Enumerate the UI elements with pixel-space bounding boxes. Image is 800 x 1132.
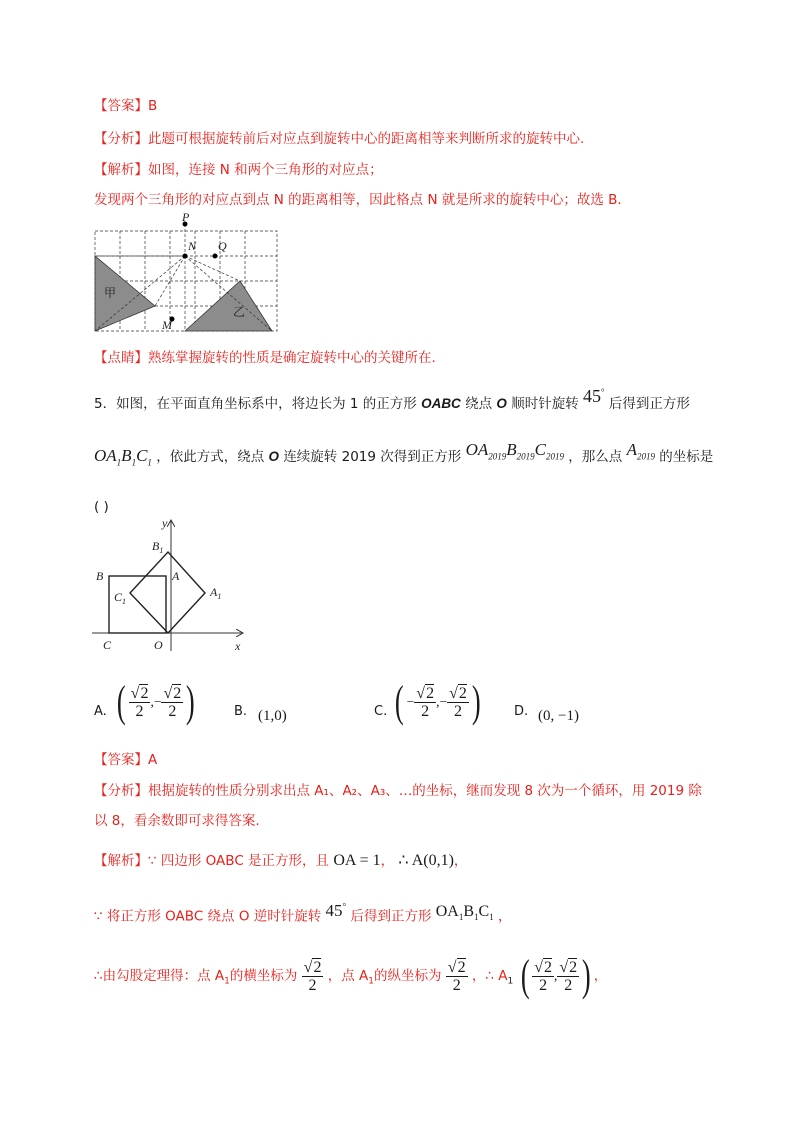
label-b1: $B_1$ xyxy=(152,539,164,555)
q5-coordinate-figure xyxy=(92,515,252,655)
q4-answer-line: 【答案】B xyxy=(94,98,158,114)
label-q: Q xyxy=(218,239,227,253)
q5-answer-blank: ( ) xyxy=(94,499,109,515)
square-oa1b1c1 xyxy=(130,552,205,633)
q4-solution-line: 【解析】如图，连接 N 和两个三角形的对应点； xyxy=(94,162,383,178)
q5-stem-line-2: $OA_1B_1C_1$ ，依此方式，绕点 O 连续旋转 2019 次得到正方形 $OA_{2019}B_{2019}C_{2019}$ ，那么点 $A_{2019}$ 的坐标是 xyxy=(94,440,714,468)
label-p: P xyxy=(182,210,190,224)
q4-solution-line-2: 发现两个三角形的对应点到点 N 的距离相等，因此格点 N 就是所求的旋转中心；故选 B. xyxy=(94,192,622,208)
point-n xyxy=(183,254,188,259)
q5-analysis-line-1: 【分析】根据旋转的性质分别求出点 A₁、A₂、A₃、…的坐标，继而发现 8 次为一个循环，用 2019 除 xyxy=(94,783,702,799)
label-b: B xyxy=(96,569,104,583)
label-n: N xyxy=(188,239,197,253)
q5-answer-line: 【答案】A xyxy=(94,752,158,768)
point-q xyxy=(213,254,218,259)
q4-grid-figure xyxy=(92,210,282,335)
q5-analysis-line-2: 以 8，看余数即可求得答案. xyxy=(94,813,260,829)
label-jia: 甲 xyxy=(104,286,117,300)
q5-stem-line-1: 5．如图，在平面直角坐标系中，将边长为 1 的正方形 OABC 绕点 O 顺时针旋转 45° 后得到正方形 xyxy=(94,386,690,412)
label-o: O xyxy=(154,638,163,652)
label-c1: $C_1$ xyxy=(114,590,127,606)
label-c: C xyxy=(103,638,112,652)
q4-analysis-line: 【分析】此题可根据旋转前后对应点到旋转中心的距离相等来判断所求的旋转中心. xyxy=(94,131,585,147)
q5-solution-line-3: ∴由勾股定理得：点 $A_1$的横坐标为 $\frac{√2}{2}$ ，点 $A_1$的纵坐标为 $\frac{√2}{2}$ ，∴ $A_1$ ( $\frac{√2}{2}$ , $\frac{√2}{2}$ ) ， xyxy=(94,951,608,1000)
label-a1: $A_1$ xyxy=(210,585,222,601)
label-a: A xyxy=(172,569,180,583)
triangle-yi xyxy=(185,281,272,331)
label-yi: 乙 xyxy=(233,305,246,319)
label-m: M xyxy=(162,318,172,332)
label-y: y xyxy=(162,516,168,530)
label-x: x xyxy=(235,639,241,653)
q4-tip-line: 【点睛】熟练掌握旋转的性质是确定旋转中心的关键所在. xyxy=(94,350,436,366)
q5-solution-line-1: 【解析】∵ 四边形 OABC 是正方形，且 OA = 1， ∴ A(0,1)， xyxy=(94,852,468,869)
q5-solution-line-2: ∵ 将正方形 OABC 绕点 O 逆时针旋转 45° 后得到正方形 $OA_1B_1C_1$ ， xyxy=(94,900,512,925)
